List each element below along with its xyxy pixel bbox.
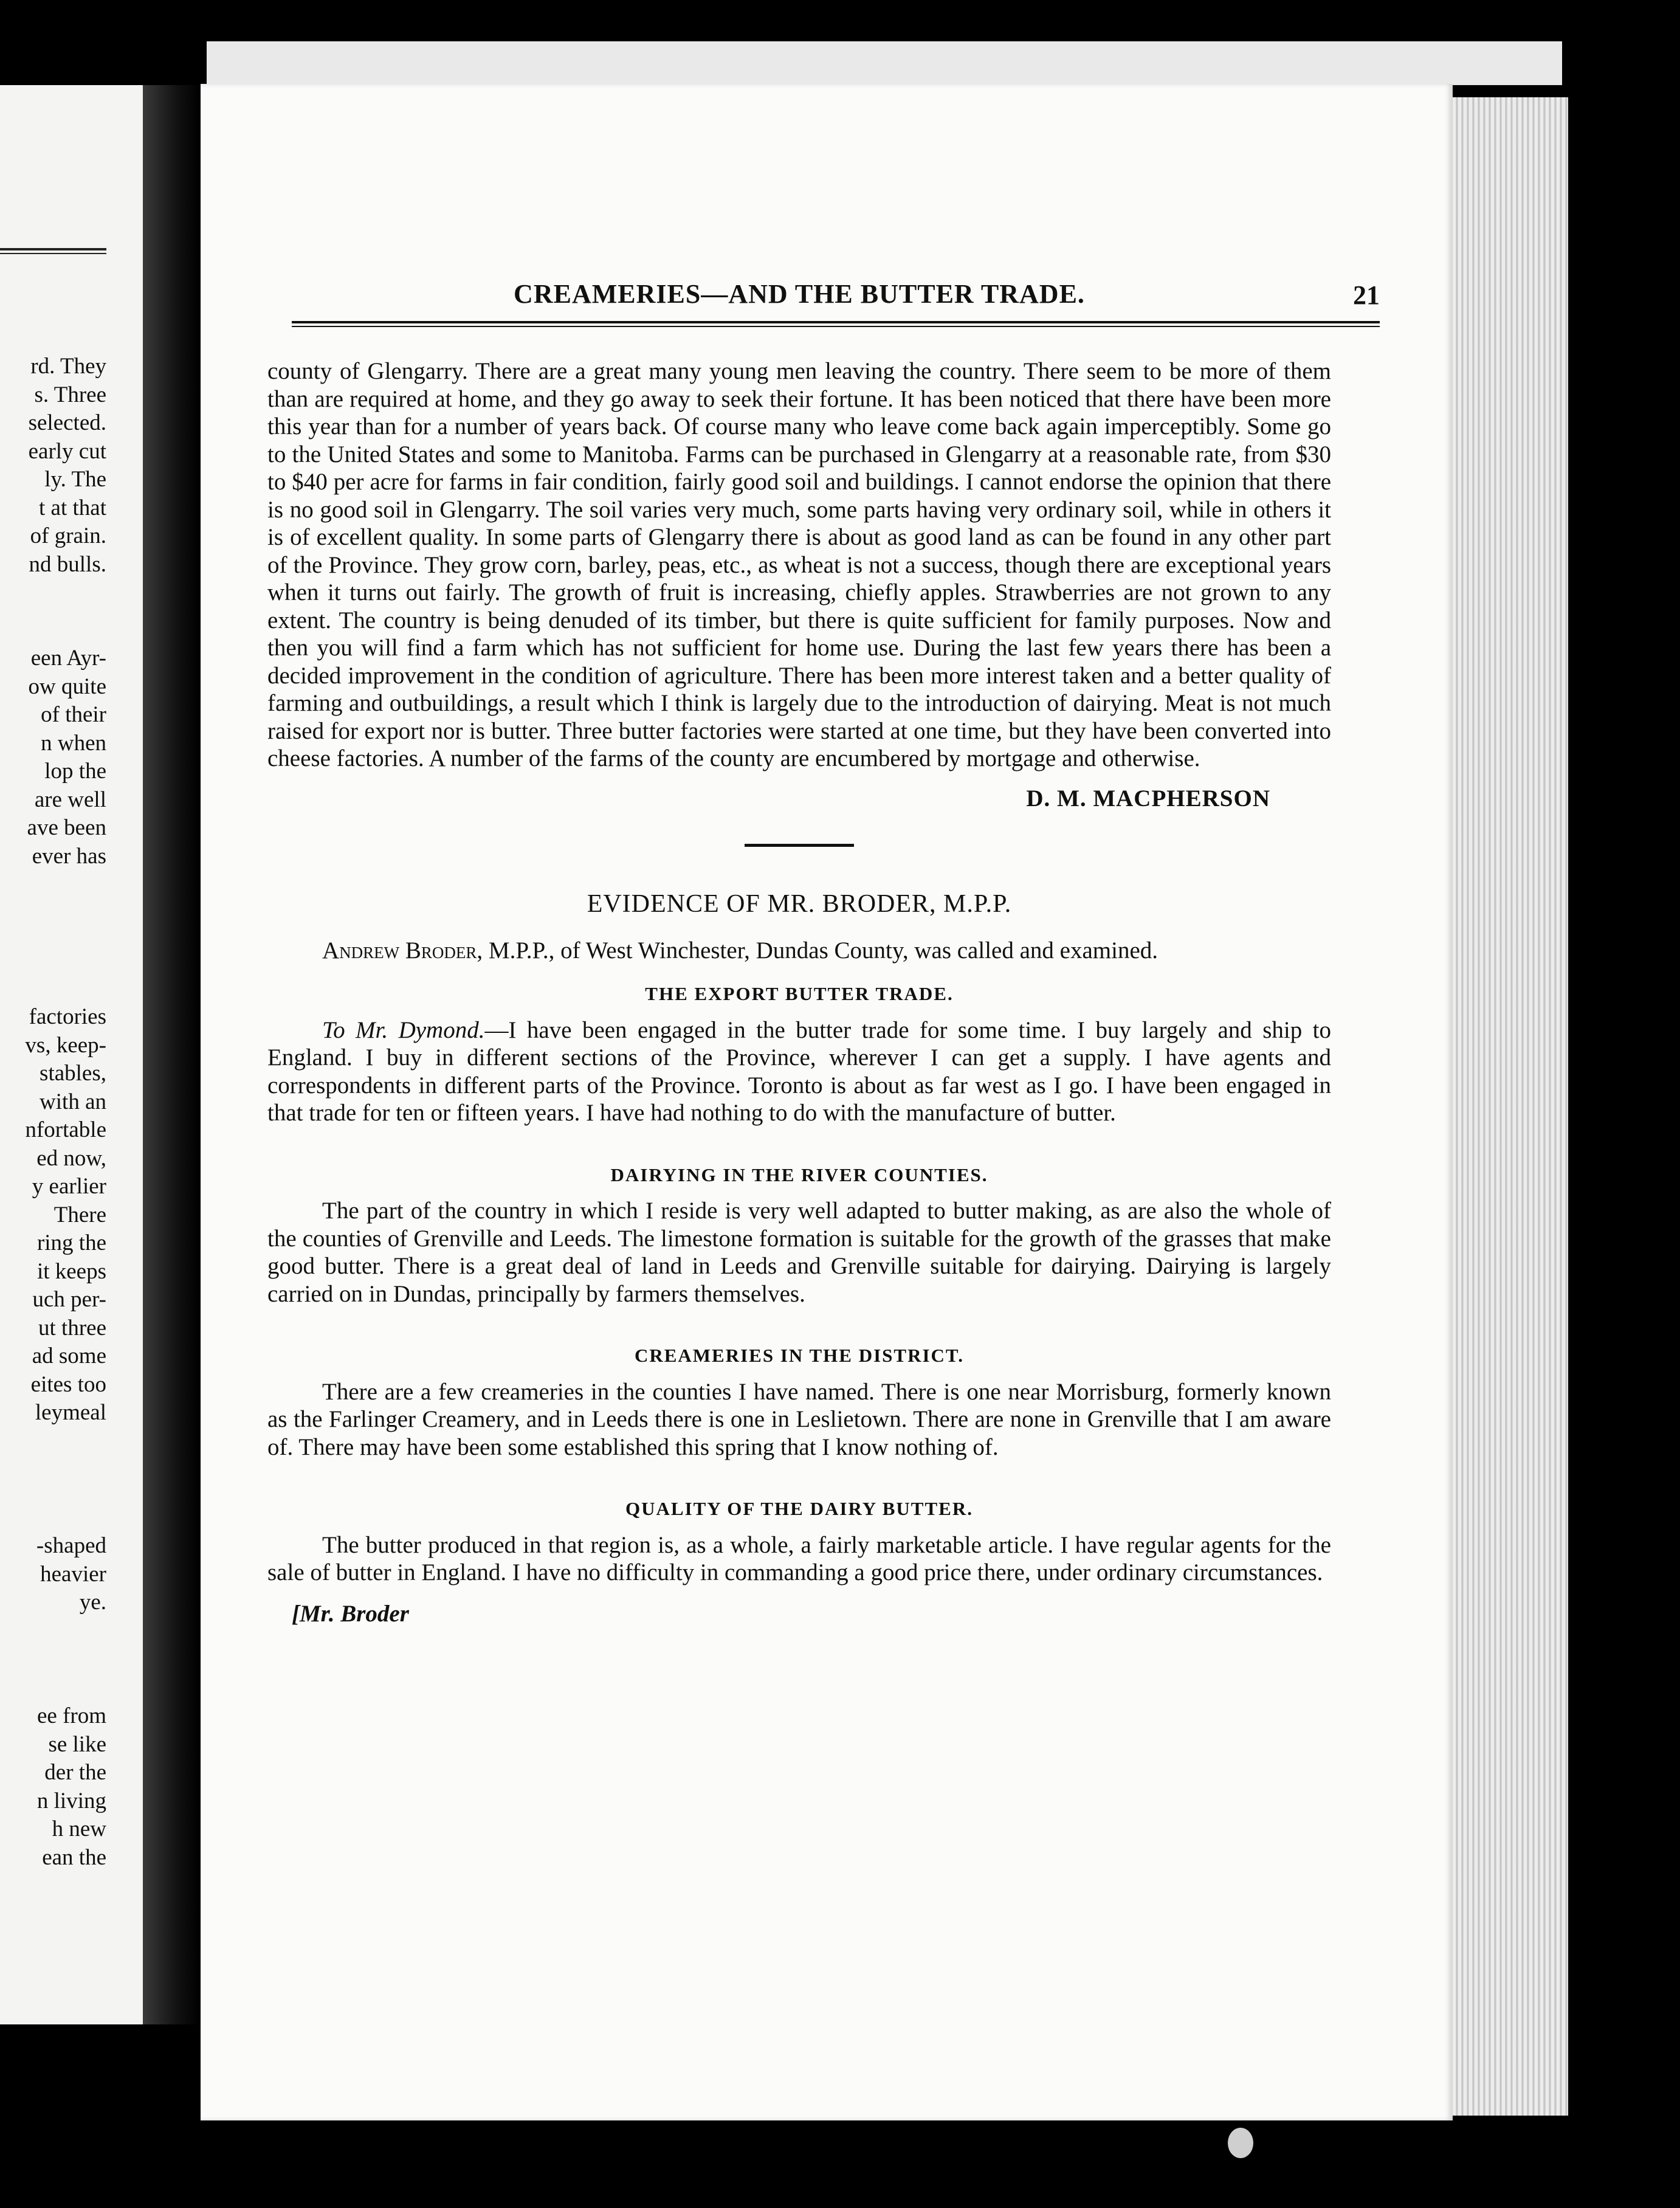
spacer [267, 1127, 1331, 1145]
page-content [267, 357, 1331, 1627]
left-page-fragment: ed now, [36, 1145, 106, 1171]
running-head [267, 205, 1392, 315]
left-page-fragment: ever has [32, 843, 106, 869]
section-title: EVIDENCE OF MR. BRODER, M.P.P. [587, 890, 1012, 918]
page-number: 21 [1353, 280, 1380, 310]
left-page [0, 85, 143, 2024]
left-page-fragment: early cut [28, 438, 106, 464]
spacer [267, 919, 1331, 937]
left-page-fragment: ye. [79, 1590, 106, 1615]
subheading-creameries-district: CREAMERIES IN THE DISTRICT. [634, 1345, 965, 1366]
paragraph-export-trade [267, 1016, 1331, 1127]
page-stack-edges [1453, 97, 1568, 2116]
left-page-fragment: ee from [36, 1703, 106, 1728]
paragraph-quality-butter: The butter produced in that region is, as a whole, a fairly marketable article. I have regular agents for the sale of butter in England. I have no difficulty in commanding a good price there, under ordinary circumstances. [267, 1531, 1331, 1585]
left-page-fragment: n living [36, 1788, 106, 1813]
left-page-rule [0, 248, 106, 254]
left-page-fragment: ad some [32, 1344, 106, 1368]
left-page-fragment: se like [48, 1731, 106, 1757]
left-page-fragment: heavier [40, 1561, 106, 1587]
page-top-edge [207, 41, 1562, 85]
book-gutter [143, 85, 201, 2024]
left-page-fragment: with an [40, 1089, 106, 1114]
catchword: [Mr. Broder [292, 1600, 409, 1627]
left-page-fragment: are well [34, 787, 106, 812]
left-page-fragment: ean the [42, 1844, 106, 1870]
left-page-fragment: selected. [28, 410, 106, 435]
left-page-fragment: rd. They [30, 354, 106, 379]
right-page [201, 84, 1453, 2120]
left-page-fragment: of their [41, 702, 106, 727]
left-page-fragment: ut three [38, 1315, 106, 1340]
paragraph-glengarry: county of Glengarry. There are a great many young men leaving the country. There seem to be more of them than are required at home, and they go away to seek their fortune. It has been noticed that there have been more this year than for a number of years back. Of course many who leave come back again imperceptibly. Some go to the United States and some to Manitoba. Farms can be purchased in Glengarry at a reasonable rate, from $30 to $40 per acre for farms in fair condition, fairly good soil and buildings. I cannot endorse the opinion that there is no good soil in Glengarry. The soil varies very much, some parts having very ordinary soil, while in others it is of excellent quality. In some parts of Glengarry there is about as good land as can be found in any other part of the Province. They grow corn, barley, peas, etc., as wheat is not a success, though there are exceptional years when it turns out fairly. The growth of fruit is increasing, chiefly apples. Strawberries are not grown to any extent. The country is being denuded of its timber, but there is quite sufficient for family purposes. Now and then you will find a farm which has not sufficient for home use. During the last few years there has been a decided improvement in the condition of agriculture. There has been more interest taken and a better quality of farming and outbuildings, a result which I think is largely due to the introduction of dairying. Meat is not much raised for export nor is butter. Three butter factories were started at one time, but they have been converted into cheese factories. A number of the farms of the county are encumbered by mortgage and otherwise. [267, 358, 1331, 771]
left-page-fragment: leymeal [35, 1400, 106, 1425]
left-page-fragment: ring the [36, 1230, 106, 1255]
paragraph-intro [267, 937, 1331, 965]
left-page-fragment: h new [52, 1816, 106, 1841]
header-double-rule [292, 321, 1380, 327]
intro-text: , M.P.P., of West Winchester, Dundas County, was called and examined. [477, 937, 1158, 964]
left-page-fragment: s. Three [34, 382, 106, 407]
subheading-export-butter-trade: THE EXPORT BUTTER TRADE. [645, 983, 954, 1004]
spacer [267, 1308, 1331, 1326]
paragraph-river-counties: The part of the country in which I reside is very well adapted to butter making, as are also the whole of the counties of Grenville and Leeds. The limestone formation is suitable for the growth of the grasses that make good butter. There is a great deal of land in Leeds and Grenville suitable for dairying. Dairying is largely carried on in Dundas, principally by farmers themselves. [267, 1198, 1331, 1307]
left-page-fragment: There [53, 1202, 106, 1227]
left-page-fragment: of grain. [30, 523, 106, 548]
left-page-fragment: ow quite [28, 674, 106, 699]
left-page-fragment: der the [44, 1760, 106, 1785]
questioner: To Mr. Dymond. [322, 1016, 485, 1043]
left-page-fragment: eites too [30, 1371, 106, 1397]
left-page-fragment: uch per- [32, 1287, 106, 1312]
dust-speck [1228, 2128, 1253, 2158]
spacer [267, 1461, 1331, 1479]
left-page-fragment: -shaped [36, 1533, 106, 1558]
left-page-fragment: vs, keep- [25, 1032, 106, 1058]
left-page-fragment: it keeps [36, 1258, 106, 1284]
witness-name: Andrew Broder [322, 937, 477, 964]
left-page-fragment: y earlier [32, 1174, 106, 1199]
left-page-fragment: een Ayr- [30, 646, 106, 671]
answer-text: —I have been engaged in the butter trade for some time. I buy largely and ship to England. I buy in different sections of the Province, wherever I can get a supply. I have agents and correspondents in different parts of the Province. Toronto is about as far west as I go. I have been engaged in that trade for ten or fifteen years. I have had nothing to do with the manufacture of butter. [267, 1016, 1332, 1126]
left-page-fragment: stables, [40, 1061, 106, 1086]
left-page-fragment: nd bulls. [29, 551, 106, 577]
left-page-fragment: ave been [27, 815, 106, 840]
left-page-fragment: nfortable [25, 1117, 106, 1142]
left-page-fragment: t at that [39, 495, 106, 520]
section-divider [745, 844, 854, 847]
paragraph-creameries-district: There are a few creameries in the counties I have named. There is one near Morrisburg, formerly known as the Farlinger Creamery, and in Leeds there is one in Leslietown. There are none in Grenville that I am aware of. There may have been some established this spring that I know nothing of. [267, 1378, 1331, 1460]
left-page-fragment: ly. The [44, 467, 106, 492]
left-page-fragment: n when [41, 730, 106, 756]
subheading-river-counties: DAIRYING IN THE RIVER COUNTIES. [610, 1164, 988, 1185]
signature: D. M. MACPHERSON [1026, 785, 1270, 812]
left-page-fragment: factories [29, 1004, 106, 1029]
running-title: CREAMERIES—AND THE BUTTER TRADE. [514, 279, 1085, 309]
subheading-quality-dairy-butter: QUALITY OF THE DAIRY BUTTER. [625, 1498, 973, 1519]
left-page-fragment: lop the [44, 759, 106, 784]
